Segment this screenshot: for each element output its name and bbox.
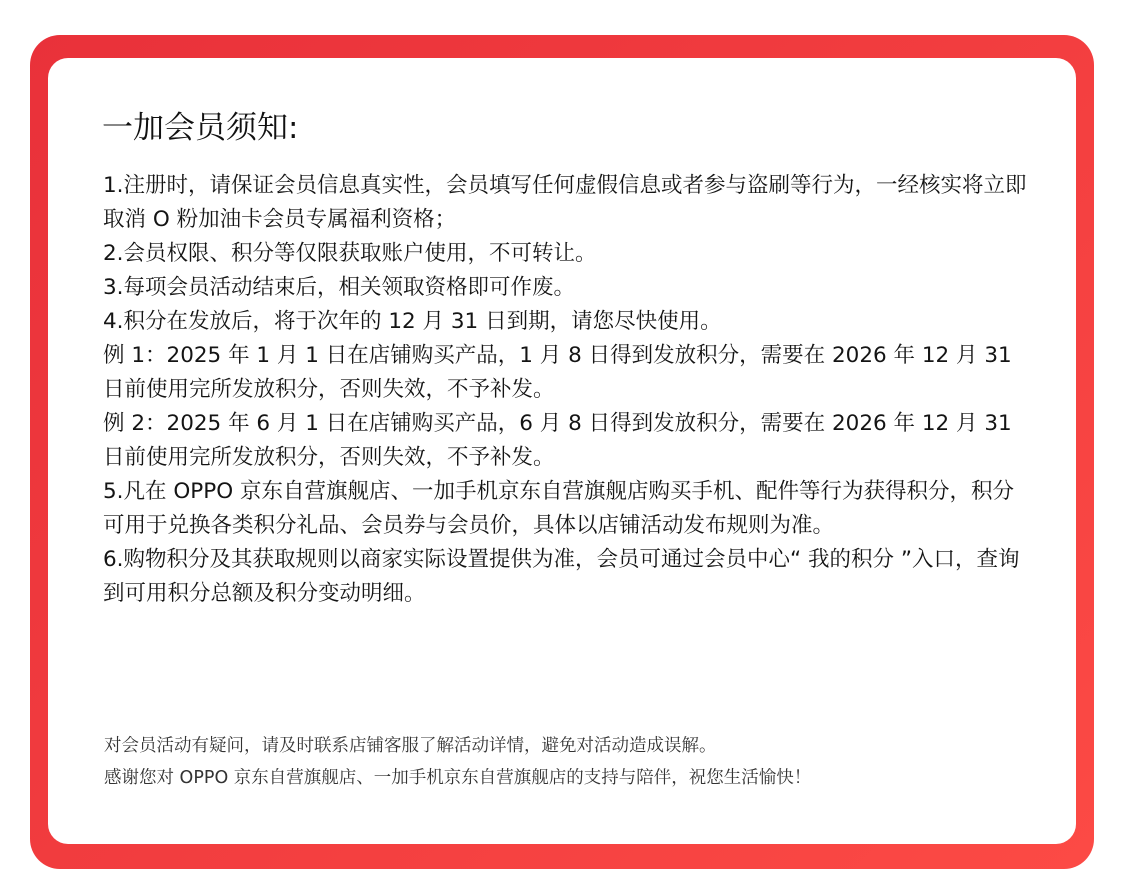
footer-note <box>104 730 1029 794</box>
rule-item-points-rules: 6.购物积分及其获取规则以商家实际设置提供为准，会员可通过会员中心“ 我的积分 ”入口，查询到可用积分总额及积分变动明细。 <box>103 547 1020 606</box>
rule-example-2: 例 2：2025 年 6 月 1 日在店铺购买产品，6 月 8 日得到发放积分，需要在 2026 年 12 月 31 日前使用完所发放积分，否则失效，不予补发。 <box>103 411 1012 470</box>
rule-item-registration: 1.注册时，请保证会员信息真实性，会员填写任何虚假信息或者参与盗刷等行为，一经核实将立即取消 O 粉加油卡会员专属福利资格； <box>103 173 1027 232</box>
footer-line-questions: 对会员活动有疑问，请及时联系店铺客服了解活动详情，避免对活动造成误解。 <box>104 736 717 756</box>
rule-item-earning-points: 5.凡在 OPPO 京东自营旗舰店、一加手机京东自营旗舰店购买手机、配件等行为获得积分，积分可用于兑换各类积分礼品、会员券与会员价，具体以店铺活动发布规则为准。 <box>103 479 1014 538</box>
rule-item-activity-end: 3.每项会员活动结束后，相关领取资格即可作废。 <box>103 275 576 300</box>
rule-item-points-expiry: 4.积分在发放后，将于次年的 12 月 31 日到期，请您尽快使用。 <box>103 309 722 334</box>
footer-line-thanks: 感谢您对 OPPO 京东自营旗舰店、一加手机京东自营旗舰店的支持与陪伴，祝您生活愉快！ <box>104 768 812 788</box>
notice-title: 一加会员须知: <box>102 110 299 146</box>
rule-item-permissions: 2.会员权限、积分等仅限获取账户使用，不可转让。 <box>103 241 597 266</box>
rule-example-1: 例 1：2025 年 1 月 1 日在店铺购买产品，1 月 8 日得到发放积分，需要在 2026 年 12 月 31 日前使用完所发放积分，否则失效，不予补发。 <box>103 343 1012 402</box>
rules-list <box>103 169 1028 611</box>
